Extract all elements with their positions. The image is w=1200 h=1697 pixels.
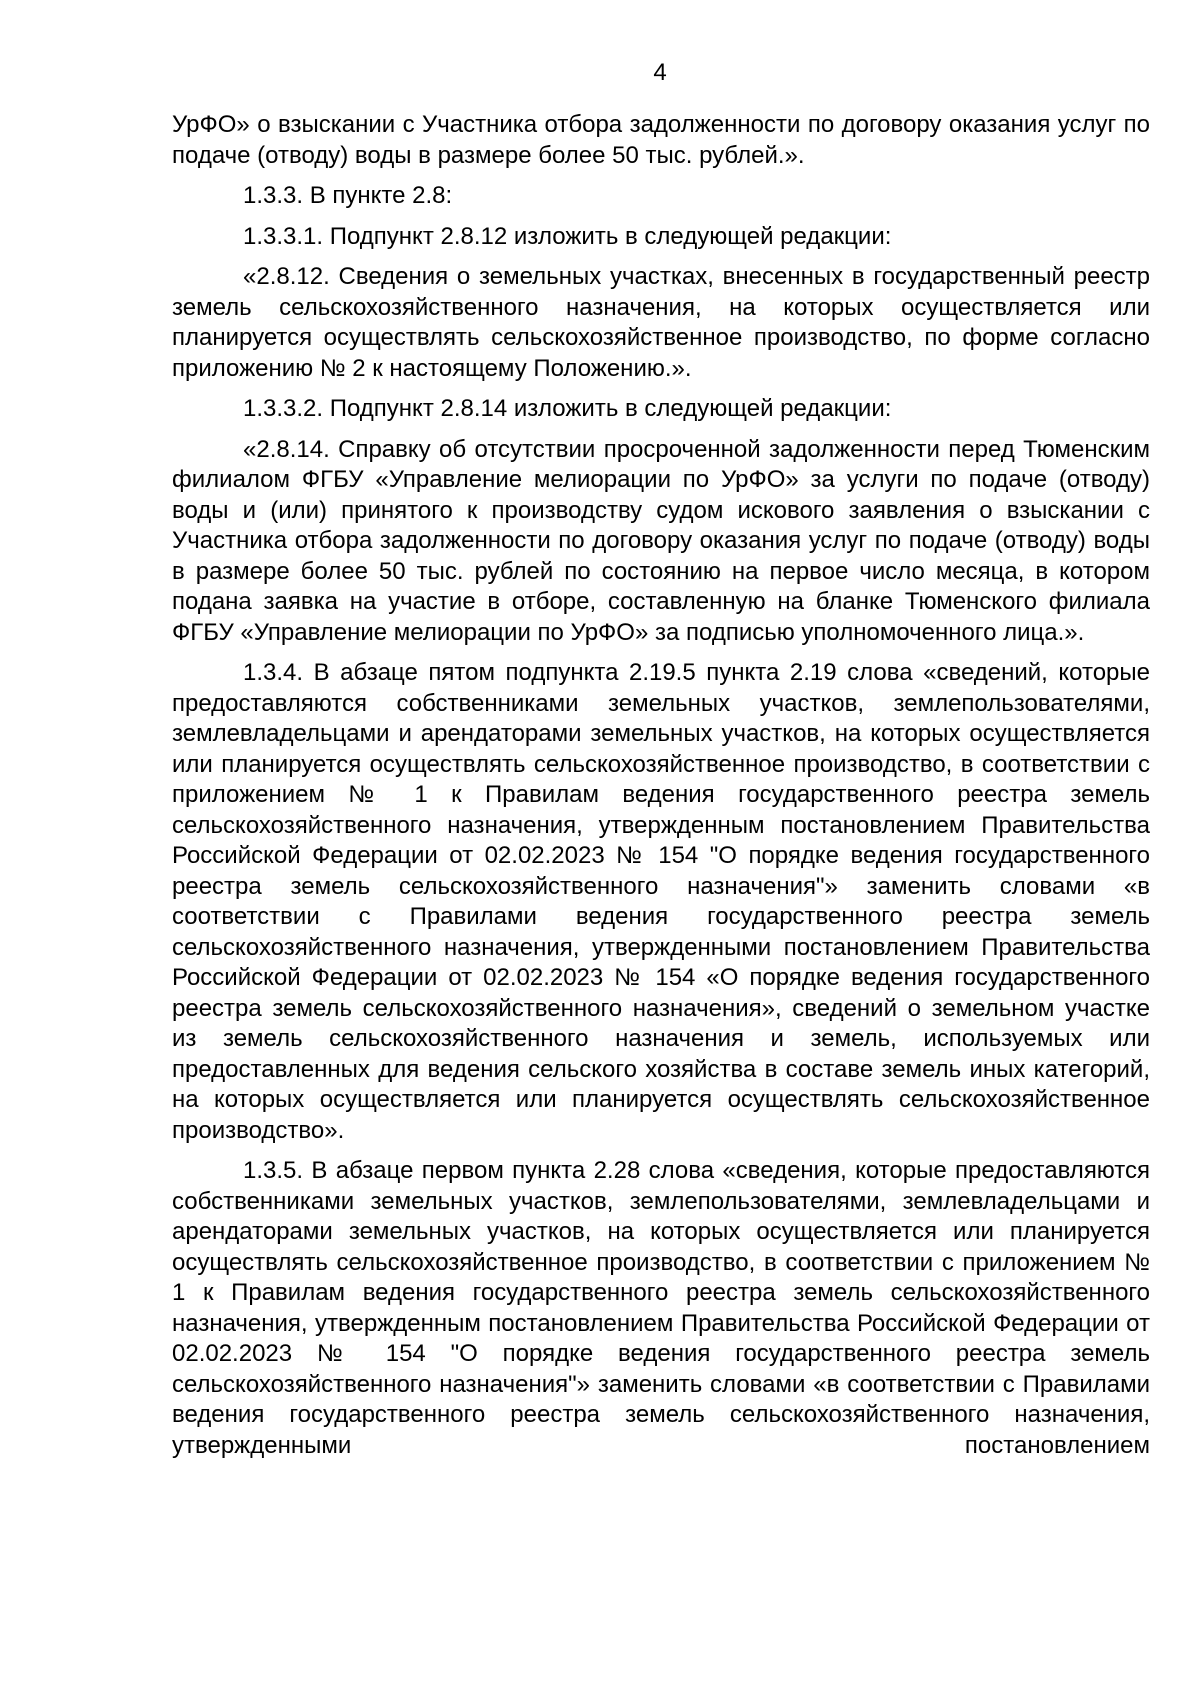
paragraph-1-3-3-2: 1.3.3.2. Подпункт 2.8.14 изложить в следующей редакции: <box>243 395 892 422</box>
paragraph-1-3-3: 1.3.3. В пункте 2.8: <box>243 182 453 209</box>
page-number: 4 <box>653 59 667 86</box>
paragraph-2-8-12: «2.8.12. Сведения о земельных участках, внесенных в государственный реестр земель сельскохозяйственного назначения, на которых осуществляется или планируется осуществлять сельскохозяйственное производство, по форме согласно приложению № 2 к настоящему Положению.». <box>172 263 1150 382</box>
paragraph-continuation: УрФО» о взыскании с Участника отбора задолженности по договору оказания услуг по подаче (отводу) воды в размере более 50 тыс. рублей.». <box>172 111 1150 169</box>
paragraph-1-3-5: 1.3.5. В абзаце первом пункта 2.28 слова «сведения, которые предоставляются собственниками земельных участков, землепользователями, землевладельцами и арендаторами земельных участков, на которых осуществляется или планируется осуществлять сельскохозяйственное производство, в соответствии с приложением № 1 к Правилам ведения государственного реестра земель сельскохозяйственного назначения, утвержденным постановлением Правительства Российской Федерации от 02.02.2023 № 154 "О порядке ведения государственного реестра земель сельскохозяйственного назначения"» заменить словами «в соответствии с Правилами ведения государственного реестра земель сельскохозяйственного назначения, утвержденными постановлением <box>172 1157 1150 1459</box>
paragraph-1-3-4: 1.3.4. В абзаце пятом подпункта 2.19.5 пункта 2.19 слова «сведений, которые предоставляются собственниками земельных участков, землепользователями, землевладельцами и арендаторами земельных участков, на которых осуществляется или планируется осуществлять сельскохозяйственное производство, в соответствии с приложением № 1 к Правилам ведения государственного реестра земель сельскохозяйственного назначения, утвержденным постановлением Правительства Российской Федерации от 02.02.2023 № 154 "О порядке ведения государственного реестра земель сельскохозяйственного назначения"» заменить словами «в соответствии с Правилами ведения государственного реестра земель сельскохозяйственного назначения, утвержденными постановлением Правительства Российской Федерации от 02.02.2023 № 154 «О порядке ведения государственного реестра земель сельскохозяйственного назначения», сведений о земельном участке из земель сельскохозяйственного назначения и земель, используемых или предоставленных для ведения сельского хозяйства в составе земель иных категорий, на которых осуществляется или планируется осуществлять сельскохозяйственное производство». <box>172 659 1150 1144</box>
paragraph-2-8-14: «2.8.14. Справку об отсутствии просроченной задолженности перед Тюменским филиалом ФГБУ «Управление мелиорации по УрФО» за услуги по подаче (отводу) воды и (или) принятого к производству судом искового заявления о взыскании с Участника отбора задолженности по договору оказания услуг по подаче (отводу) воды в размере более 50 тыс. рублей по состоянию на первое число месяца, в котором подана заявка на участие в отборе, составленную на бланке Тюменского филиала ФГБУ «Управление мелиорации по УрФО» за подписью уполномоченного лица.». <box>172 435 1150 646</box>
paragraph-1-3-3-1: 1.3.3.1. Подпункт 2.8.12 изложить в следующей редакции: <box>243 222 892 250</box>
document-body <box>172 110 1150 1471</box>
